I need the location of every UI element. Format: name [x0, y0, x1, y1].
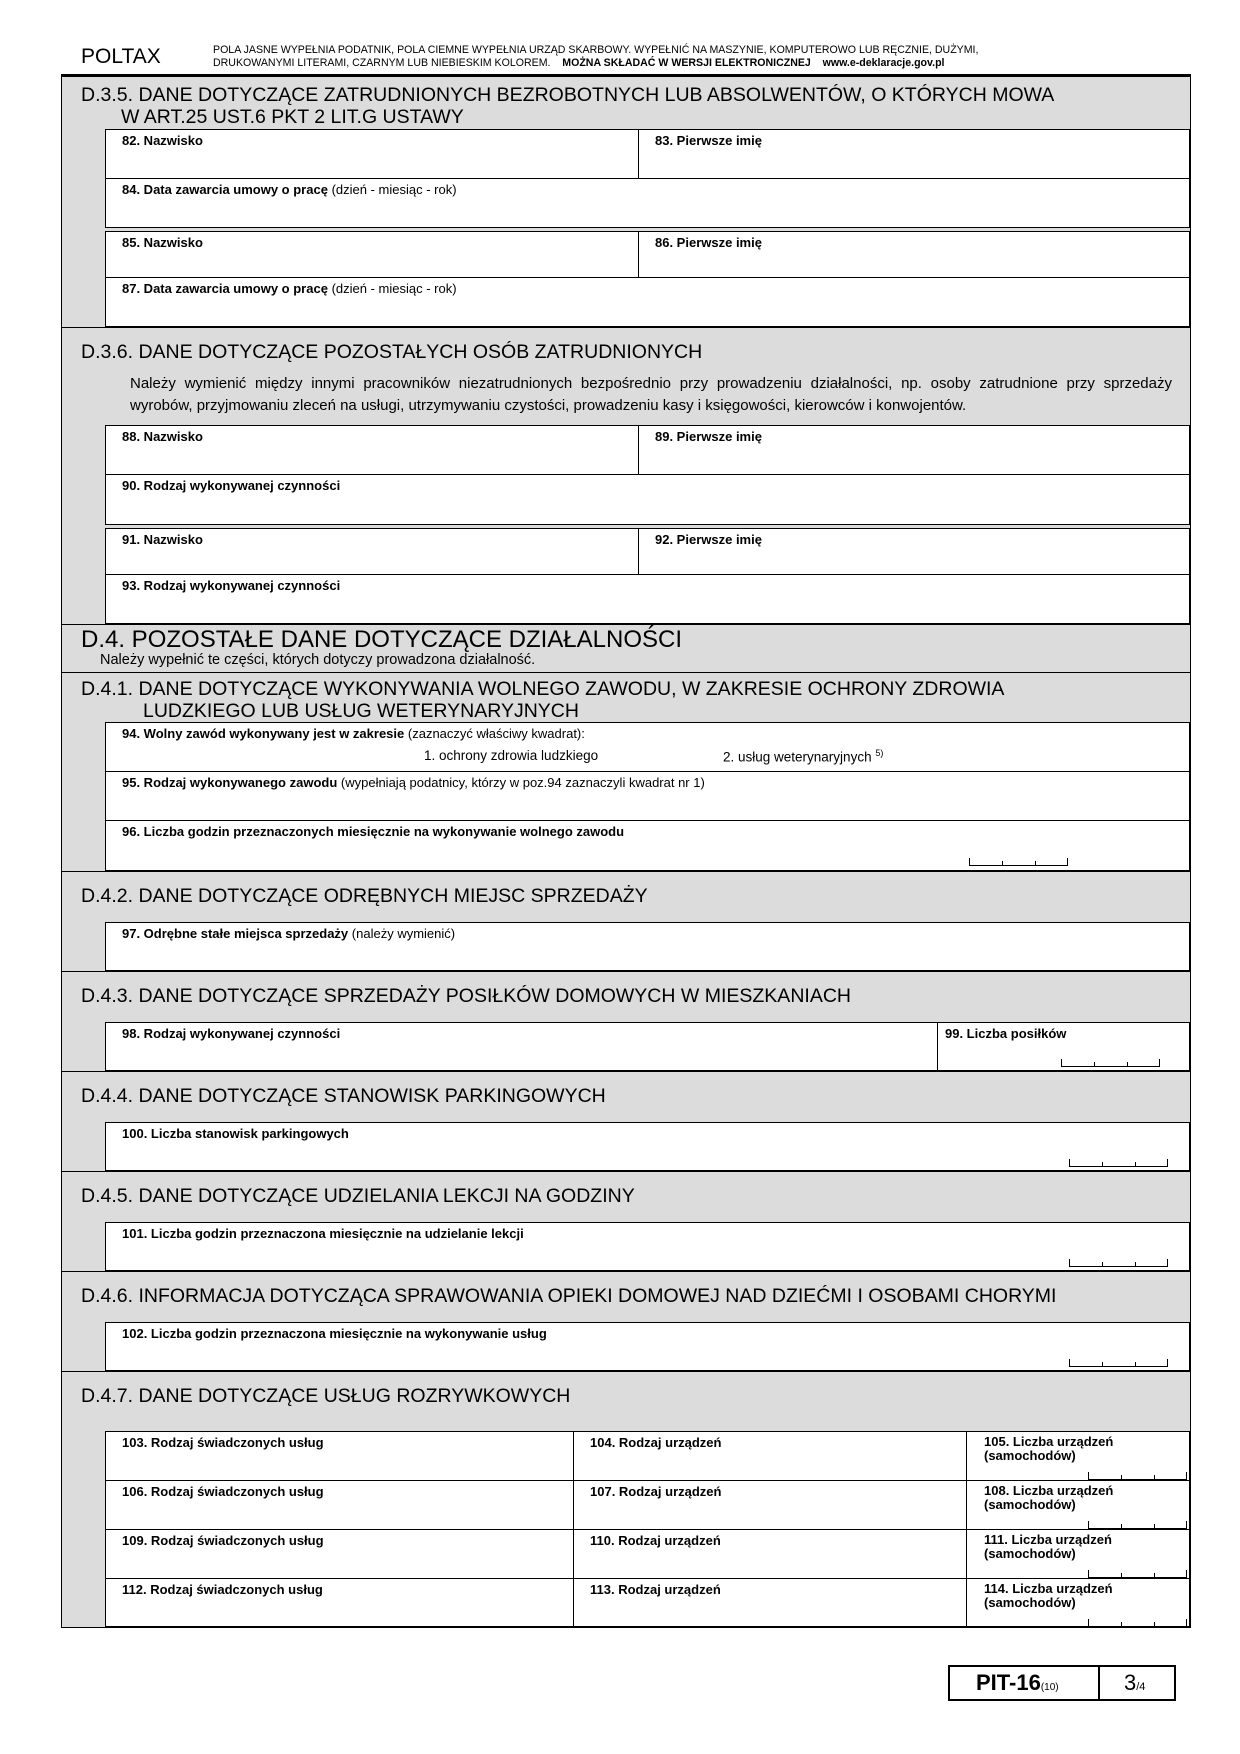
field-89-first-name[interactable]: 89. Pierwsze imię: [638, 425, 1190, 475]
digit-boxes: [1088, 1570, 1187, 1578]
field-112-service-type[interactable]: 112. Rodzaj świadczonych usług: [105, 1578, 574, 1627]
section-d42-title: D.4.2. DANE DOTYCZĄCE ODRĘBNYCH MIEJSC SPRZEDAŻY: [81, 885, 648, 907]
section-d43-title: D.4.3. DANE DOTYCZĄCE SPRZEDAŻY POSIŁKÓW DOMOWYCH W MIESZKANIACH: [81, 985, 851, 1007]
section-d41-title: D.4.1. DANE DOTYCZĄCE WYKONYWANIA WOLNEGO ZAWODU, W ZAKRESIE OCHRONY ZDROWIA LUDZKIEGO LUB USŁUG WETERYNARYJNYCH: [81, 678, 1005, 722]
field-86-first-name[interactable]: 86. Pierwsze imię: [638, 231, 1190, 278]
field-110-device-type[interactable]: 110. Rodzaj urządzeń: [573, 1529, 967, 1579]
field-98-activity-type[interactable]: 98. Rodzaj wykonywanej czynności: [105, 1022, 938, 1071]
page-number: 3/4: [1124, 1670, 1146, 1695]
form-footer: [948, 1665, 1176, 1701]
form-name: PIT-16(10): [976, 1670, 1059, 1695]
section-d45-title: D.4.5. DANE DOTYCZĄCE UDZIELANIA LEKCJI NA GODZINY: [81, 1185, 635, 1207]
section-d46-title: D.4.6. INFORMACJA DOTYCZĄCA SPRAWOWANIA OPIEKI DOMOWEJ NAD DZIEĆMI I OSOBAMI CHORYMI: [81, 1285, 1057, 1307]
section-divider: [62, 871, 1190, 872]
digit-boxes: [1088, 1472, 1187, 1480]
section-divider: [62, 624, 1190, 625]
field-104-device-type[interactable]: 104. Rodzaj urządzeń: [573, 1431, 967, 1481]
brand-name: POLTAX: [81, 45, 161, 68]
field-99-meal-count[interactable]: 99. Liczba posiłków: [937, 1022, 1190, 1071]
section-d4-title: D.4. POZOSTAŁE DANE DOTYCZĄCE DZIAŁALNOŚCI: [81, 626, 683, 653]
digit-boxes: [1061, 1059, 1160, 1067]
field-102-care-hours[interactable]: 102. Liczba godzin przeznaczona miesięcznie na wykonywanie usług: [105, 1322, 1190, 1371]
field-103-service-type[interactable]: 103. Rodzaj świadczonych usług: [105, 1431, 574, 1481]
field-93-activity-type[interactable]: 93. Rodzaj wykonywanej czynności: [105, 574, 1190, 624]
section-d36-title: D.3.6. DANE DOTYCZĄCE POZOSTAŁYCH OSÓB ZATRUDNIONYCH: [81, 341, 703, 363]
form-body: [61, 77, 1191, 1628]
section-divider: [62, 1371, 1190, 1372]
notice-url: www.e-deklaracje.gov.pl: [822, 57, 945, 69]
section-d47-title: D.4.7. DANE DOTYCZĄCE USŁUG ROZRYWKOWYCH: [81, 1385, 571, 1407]
notice-line-2: DRUKOWANYMI LITERAMI, CZARNYM LUB NIEBIESKIM KOLOREM.: [213, 57, 551, 69]
field-94-profession-scope[interactable]: 94. Wolny zawód wykonywany jest w zakresie (zaznaczyć właściwy kwadrat): 1. ochrony zdrowia ludzkiego 2. usług weterynaryjnych $^{5)}$: [105, 722, 1190, 772]
field-101-lesson-hours[interactable]: 101. Liczba godzin przeznaczona miesięcznie na udzielanie lekcji: [105, 1222, 1190, 1271]
field-90-activity-type[interactable]: 90. Rodzaj wykonywanej czynności: [105, 474, 1190, 525]
section-divider: [62, 1071, 1190, 1072]
section-divider: [62, 1171, 1190, 1172]
section-divider: [62, 971, 1190, 972]
section-divider: [62, 672, 1190, 673]
field-92-first-name[interactable]: 92. Pierwsze imię: [638, 528, 1190, 575]
section-d35-title: D.3.5. DANE DOTYCZĄCE ZATRUDNIONYCH BEZROBOTNYCH LUB ABSOLWENTÓW, O KTÓRYCH MOWA W ART.25 UST.6 PKT 2 LIT.G USTAWY: [81, 84, 1055, 128]
notice-electronic: MOŻNA SKŁADAĆ W WERSJI ELEKTRONICZNEJ: [562, 57, 811, 69]
section-divider: [62, 1271, 1190, 1272]
digit-boxes: [1088, 1521, 1187, 1529]
page-header: [61, 42, 1191, 76]
field-100-parking-spaces[interactable]: 100. Liczba stanowisk parkingowych: [105, 1122, 1190, 1171]
field-83-first-name[interactable]: 83. Pierwsze imię: [638, 129, 1190, 179]
field-87-contract-date[interactable]: 87. Data zawarcia umowy o pracę (dzień - miesiąc - rok): [105, 277, 1190, 327]
field-82-surname[interactable]: 82. Nazwisko: [105, 129, 639, 179]
field-111-device-count[interactable]: 111. Liczba urządzeń (samochodów): [966, 1529, 1190, 1579]
field-91-surname[interactable]: 91. Nazwisko: [105, 528, 639, 575]
option-human-health[interactable]: 1. ochrony zdrowia ludzkiego: [424, 748, 599, 763]
field-96-monthly-hours[interactable]: 96. Liczba godzin przeznaczonych miesięcznie na wykonywanie wolnego zawodu: [105, 820, 1190, 871]
section-divider: [62, 327, 1190, 328]
section-d4-note: Należy wypełnić te części, których dotyczy prowadzona działalność.: [100, 652, 536, 668]
field-108-device-count[interactable]: 108. Liczba urządzeń (samochodów): [966, 1480, 1190, 1530]
option-veterinary[interactable]: 2. usług weterynaryjnych $^{5)}$: [723, 748, 884, 765]
section-d44-title: D.4.4. DANE DOTYCZĄCE STANOWISK PARKINGOWYCH: [81, 1085, 606, 1107]
digit-boxes: [1069, 1359, 1168, 1367]
digit-boxes: [1069, 1259, 1168, 1267]
fill-instructions: [213, 44, 978, 70]
notice-line-1: POLA JASNE WYPEŁNIA PODATNIK, POLA CIEMNE WYPEŁNIA URZĄD SKARBOWY. WYPEŁNIĆ NA MASZYNIE, KOMPUTEROWO LUB RĘCZNIE, DUŻYMI,: [213, 44, 979, 56]
field-107-device-type[interactable]: 107. Rodzaj urządzeń: [573, 1480, 967, 1530]
field-97-sale-locations[interactable]: 97. Odrębne stałe miejsca sprzedaży (należy wymienić): [105, 922, 1190, 971]
field-114-device-count[interactable]: 114. Liczba urządzeń (samochodów): [966, 1578, 1190, 1627]
field-85-surname[interactable]: 85. Nazwisko: [105, 231, 639, 278]
digit-boxes: [969, 858, 1068, 866]
footer-divider: [1098, 1667, 1100, 1699]
field-95-profession-type[interactable]: 95. Rodzaj wykonywanego zawodu (wypełniają podatnicy, którzy w poz.94 zaznaczyli kwadrat nr 1): [105, 771, 1190, 821]
section-d36-description: Należy wymienić między innymi pracowników niezatrudnionych bezpośrednio przy prowadzeniu działalności, np. osoby zatrudnione przy sprzedaży wyrobów, przyjmowaniu zleceń na usługi, utrzymywaniu czystości, prowadzeniu kasy i księgowości, kierowców i konwojentów.: [130, 375, 1172, 414]
field-88-surname[interactable]: 88. Nazwisko: [105, 425, 639, 475]
field-109-service-type[interactable]: 109. Rodzaj świadczonych usług: [105, 1529, 574, 1579]
field-113-device-type[interactable]: 113. Rodzaj urządzeń: [573, 1578, 967, 1627]
field-106-service-type[interactable]: 106. Rodzaj świadczonych usług: [105, 1480, 574, 1530]
field-105-device-count[interactable]: 105. Liczba urządzeń (samochodów): [966, 1431, 1190, 1481]
digit-boxes: [1069, 1159, 1168, 1167]
digit-boxes: [1088, 1619, 1187, 1627]
field-84-contract-date[interactable]: 84. Data zawarcia umowy o pracę (dzień - miesiąc - rok): [105, 178, 1190, 228]
